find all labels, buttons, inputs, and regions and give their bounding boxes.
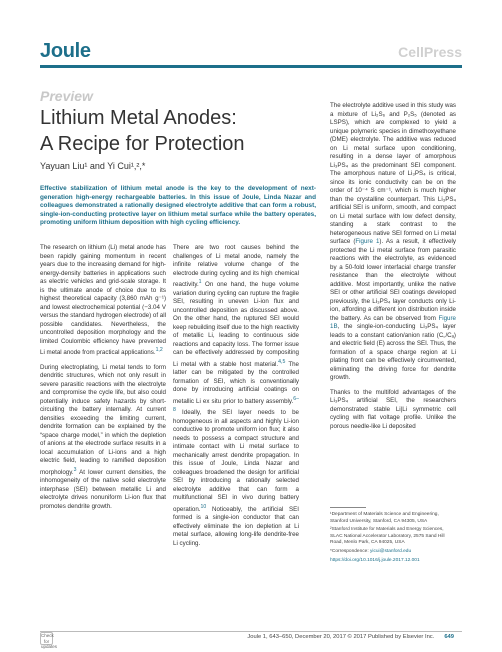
citation-link[interactable]: 1 <box>198 279 202 285</box>
affiliation-1: ¹Department of Materials Science and Engineering, Stanford University, Stanford, CA 94305, USA <box>330 512 439 524</box>
paragraph: There are two root causes behind the challenges of Li metal anode, namely the infinite relative volume change of the electrode during cycling and its high chemical reactivity.$^1$ On one hand, the huge volume variation during cycling can rupture the fragile SEI, resulting in uneven Li-ion flux and uncontrolled deposition as discussed above. On the other hand, the ruptured SEI would keep rebuilding itself due to the high reactivity of metallic Li, leading to continuous side reactions and capacity loss. The former issue can be effectively addressed by compositing Li metal with a stable host material.$^{4,5}$ The latter can be mitigated by the controlled formation of SEI, which is conventionally done by introducing artificial coatings on metallic Li ex situ prior to battery assembly.$^{6-8}$ Ideally, the SEI layer needs to be homogeneous in all aspects and highly Li-ion conductive to promote uniform ion flux; it also needs to possess a compact structure and intimate contact with Li metal surface to mechanically arrest dendrite propagation. In this issue of Joule, Linda Nazar and colleagues broadened the design for artificial SEI by introducing a rationally selected electrolyte additive that can form a multifunctional SEI in vivo during battery operation.$^{10}$ Noticeably, the artificial SEI formed is a single-ion conductor that can effectively eliminate the ion depletion at Li metal surface, allowing long-life dendrite-free Li cycling. <box>173 244 299 547</box>
body-column-1 <box>40 244 166 517</box>
article-kicker: Preview <box>40 88 93 104</box>
title-line-1: Lithium Metal Anodes: <box>40 107 237 129</box>
paragraph: During electroplating, Li metal tends to form dendritic structures, which not only result in severe parasitic reactions with the electrolyte and compromise the cycle life, but also could potentially induce safety hazards by short-circuiting the battery internally. At current densities exceeding the limiting current, dendrite formation can be explained by the “space charge model,” in which the depletion of anions at the electrode surface results in a local accumulation of Li-ions and a high electric field, leading to ramified deposition morphology.$^3$ At lower current densities, the inhomogeneity of the native solid electrolyte interphase (SEI) between metallic Li and electrolyte drives nonuniform Li-ion flux that promotes dendrite growth. <box>40 363 166 510</box>
citation-link[interactable]: 6–8 <box>173 395 299 414</box>
header-rule <box>40 65 462 68</box>
body-column-2 <box>173 244 299 554</box>
footer-citation: Joule 1, 643–650, December 20, 2017 © 2017 Published by Elsevier Inc. <box>247 634 435 640</box>
footnotes <box>330 512 456 566</box>
journal-logo: Joule <box>40 40 91 62</box>
doi-link[interactable]: https://doi.org/10.1016/j.joule.2017.12.001 <box>330 557 420 563</box>
figure-link[interactable]: Figure 1 <box>355 238 380 245</box>
email-link[interactable]: yicui@stanford.edu <box>370 548 412 554</box>
citation-link[interactable]: 10 <box>200 503 207 510</box>
footer-rule <box>40 631 462 632</box>
paragraph: The research on lithium (Li) metal anode has been rapidly gaining momentum in recent years due to the increasing demand for high-energy-density batteries in applications such as electric vehicles and grid-scale storage. It is the ultimate anode of choice due to its highest theoretical capacity (3,860 mAh g⁻¹) and lowest electrochemical potential (−3.04 V versus the standard hydrogen electrode) of all possible candidates. Nevertheless, the uncontrolled deposition morphology and the limited Coulombic efficiency have prevented Li metal anode from practical applications.$^{1,2}$ <box>40 244 166 357</box>
title-line-2: A Recipe for Protection <box>40 133 245 155</box>
paragraph: The electrolyte additive used in this study was a mixture of Li₂S₆ and P₂S₅ (denoted as LSPS), which are complexed to yield a unique polymeric species in dimethoxyethane (DME) electrolyte. The additive was reduced on Li metal surface upon conditioning, resulting in a dense layer of amorphous Li₃PS₄ as the predominant SEI component. The amorphous nature of Li₃PS₄ is critical, since its ionic conductivity can be on the order of 10⁻⁴ S cm⁻¹, which is much higher than the crystalline counterpart. This Li₃PS₄ artificial SEI is uniform, smooth, and compact on Li metal surface with low defect density, standing a stark contrast to the heterogeneous native SEI formed on Li metal surface (Figure 1). As a result, it effectively protected the Li metal surface from parasitic reactions with the electrolyte, as evidenced by a 50-fold lower interfacial charge transfer resistance than the electrolyte without additive. Most importantly, unlike the native SEI or other artificial SEI coatings developed previously, the Li₃PS₄ layer conducts only Li-ion, affording a different ion distribution inside the battery. As can be observed from Figure 1B, the single-ion-conducting Li₃PS₄ layer leads to a constant cation/anion ratio (C꜀/Cₐ) and electric field (E) across the SEI. Thus, the formation of a space charge region at Li plating front can be effectively circumvented, eliminating the driving force for dendrite growth. <box>330 102 456 381</box>
check-for-updates-badge[interactable]: Check for updates <box>41 633 58 649</box>
page-number: 649 <box>444 634 454 640</box>
citation-link[interactable]: 4,5 <box>278 358 286 365</box>
publisher-logo: CellPress <box>398 44 462 60</box>
citation-link[interactable]: 1,2 <box>155 347 163 353</box>
citation-link[interactable]: 3 <box>73 466 77 473</box>
correspondence: *Correspondence: yicui@stanford.edu <box>330 548 412 554</box>
body-column-3 <box>330 102 456 437</box>
author-list: Yayuan Liu¹ and Yi Cui¹,²,* <box>40 161 146 171</box>
paragraph: Thanks to the multifold advantages of the Li₃PS₄ artificial SEI, the researchers demonstrated stable Li|Li symmetric cell cycling with flat voltage profile. Unlike the porous needle-like Li deposited <box>330 388 456 430</box>
abstract: Effective stabilization of lithium metal anode is the key to the development of next-generation high-energy rechargeable batteries. In this issue of Joule, Linda Nazar and colleagues demonstrated a rationally designed electrolyte additive that can form a robust, single-ion-conducting protective layer on lithium metal surface while the battery operates, promoting uniform lithium deposition with high cycling efficiency. <box>40 185 316 227</box>
footnote-divider <box>330 507 366 508</box>
article-title <box>40 105 320 157</box>
page-footer <box>247 634 454 640</box>
affiliation-2: ²Stanford Institute for Materials and Energy Sciences, SLAC National Accelerator Laboratory, 2575 Sand Hill Road, Menlo Park, CA 94025, USA <box>330 527 445 546</box>
figure-link[interactable]: Figure 1B <box>330 314 456 330</box>
